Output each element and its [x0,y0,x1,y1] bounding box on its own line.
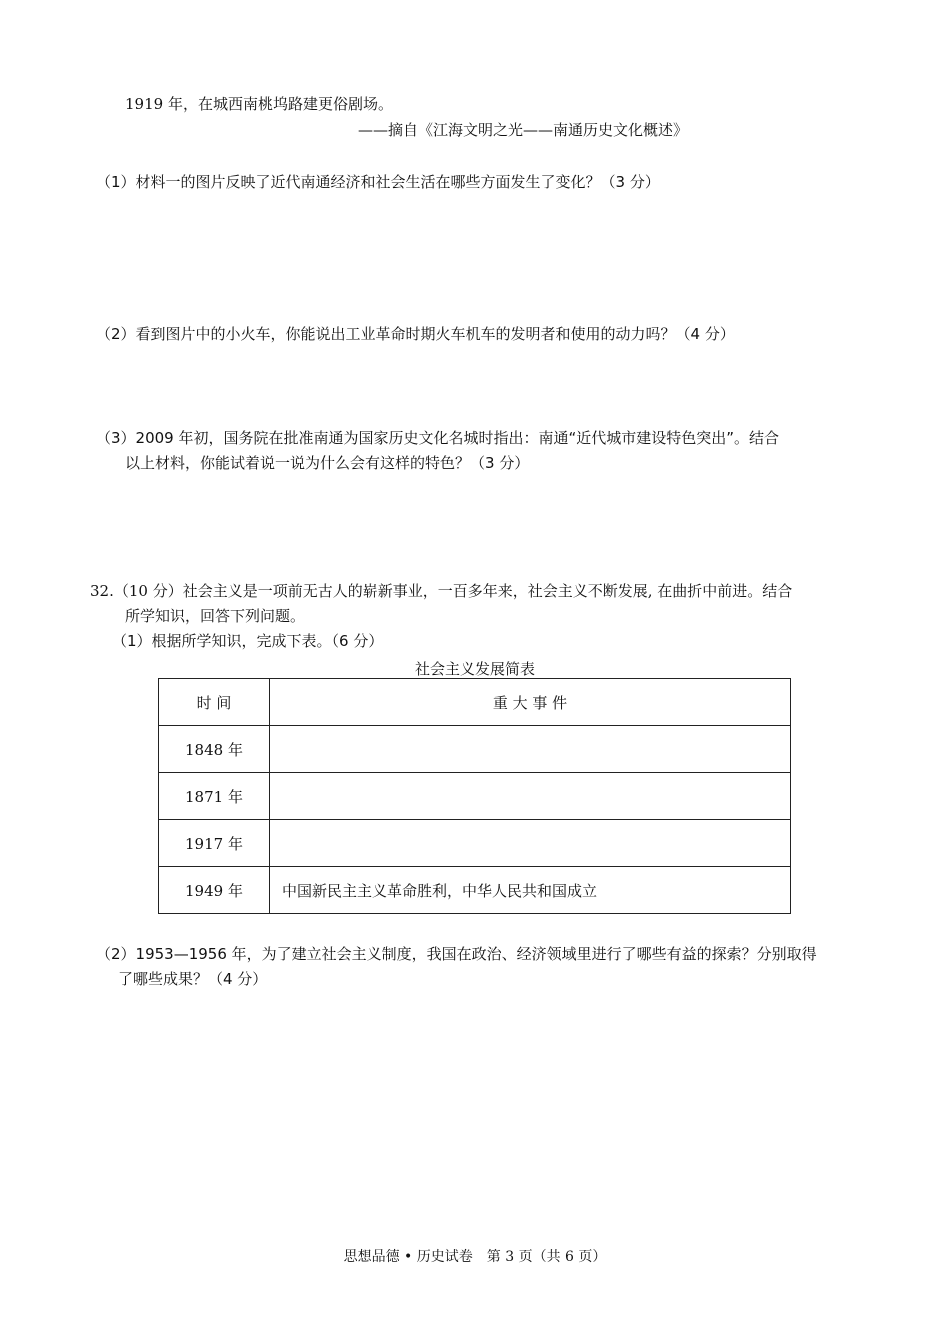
row-event[interactable] [270,773,791,820]
row-time: 1949 年 [159,867,270,914]
q32-intro-line1: 32.（10 分）社会主义是一项前无古人的崭新事业，一百多年来，社会主义不断发展, 在曲折中前进。结合 [90,582,793,600]
table-row [159,726,791,773]
header-event: 重 大 事 件 [270,679,791,726]
table-row [159,820,791,867]
material-source: ——摘自《江海文明之光——南通历史文化概述》 [358,121,689,139]
socialism-table [158,678,791,914]
row-time: 1848 年 [159,726,270,773]
page-footer: 思想品德 • 历史试卷 第 3 页（共 6 页） [343,1249,607,1265]
q31-sub3-line2: 以上材料，你能试着说一说为什么会有这样的特色？（3 分） [125,454,530,472]
table-header-row [159,679,791,726]
table-title: 社会主义发展简表 [414,660,535,678]
q31-sub3-line1: （3）2009 年初，国务院在批准南通为国家历史文化名城时指出：南通“近代城市建设特色突出”。结合 [96,429,780,447]
row-time: 1871 年 [159,773,270,820]
table-row [159,867,791,914]
material-tail-line: 1919 年，在城西南桃坞路建更俗剧场。 [125,95,393,113]
q31-sub1: （1）材料一的图片反映了近代南通经济和社会生活在哪些方面发生了变化？（3 分） [96,173,660,191]
table-row [159,773,791,820]
q31-sub2: （2）看到图片中的小火车，你能说出工业革命时期火车机车的发明者和使用的动力吗？（4 分） [96,325,735,343]
row-event[interactable] [270,820,791,867]
q32-sub2-line2: 了哪些成果？（4 分） [118,970,268,988]
q32-intro-line2: 所学知识，回答下列问题。 [125,607,306,625]
row-event[interactable] [270,726,791,773]
q32-sub1: （1）根据所学知识，完成下表。（6 分） [112,632,384,650]
q32-sub2-line1: （2）1953—1956 年，为了建立社会主义制度，我国在政治、经济领域里进行了哪些有益的探索？分别取得 [96,945,817,963]
header-time: 时 间 [159,679,270,726]
row-event: 中国新民主主义革命胜利，中华人民共和国成立 [270,867,791,914]
row-time: 1917 年 [159,820,270,867]
